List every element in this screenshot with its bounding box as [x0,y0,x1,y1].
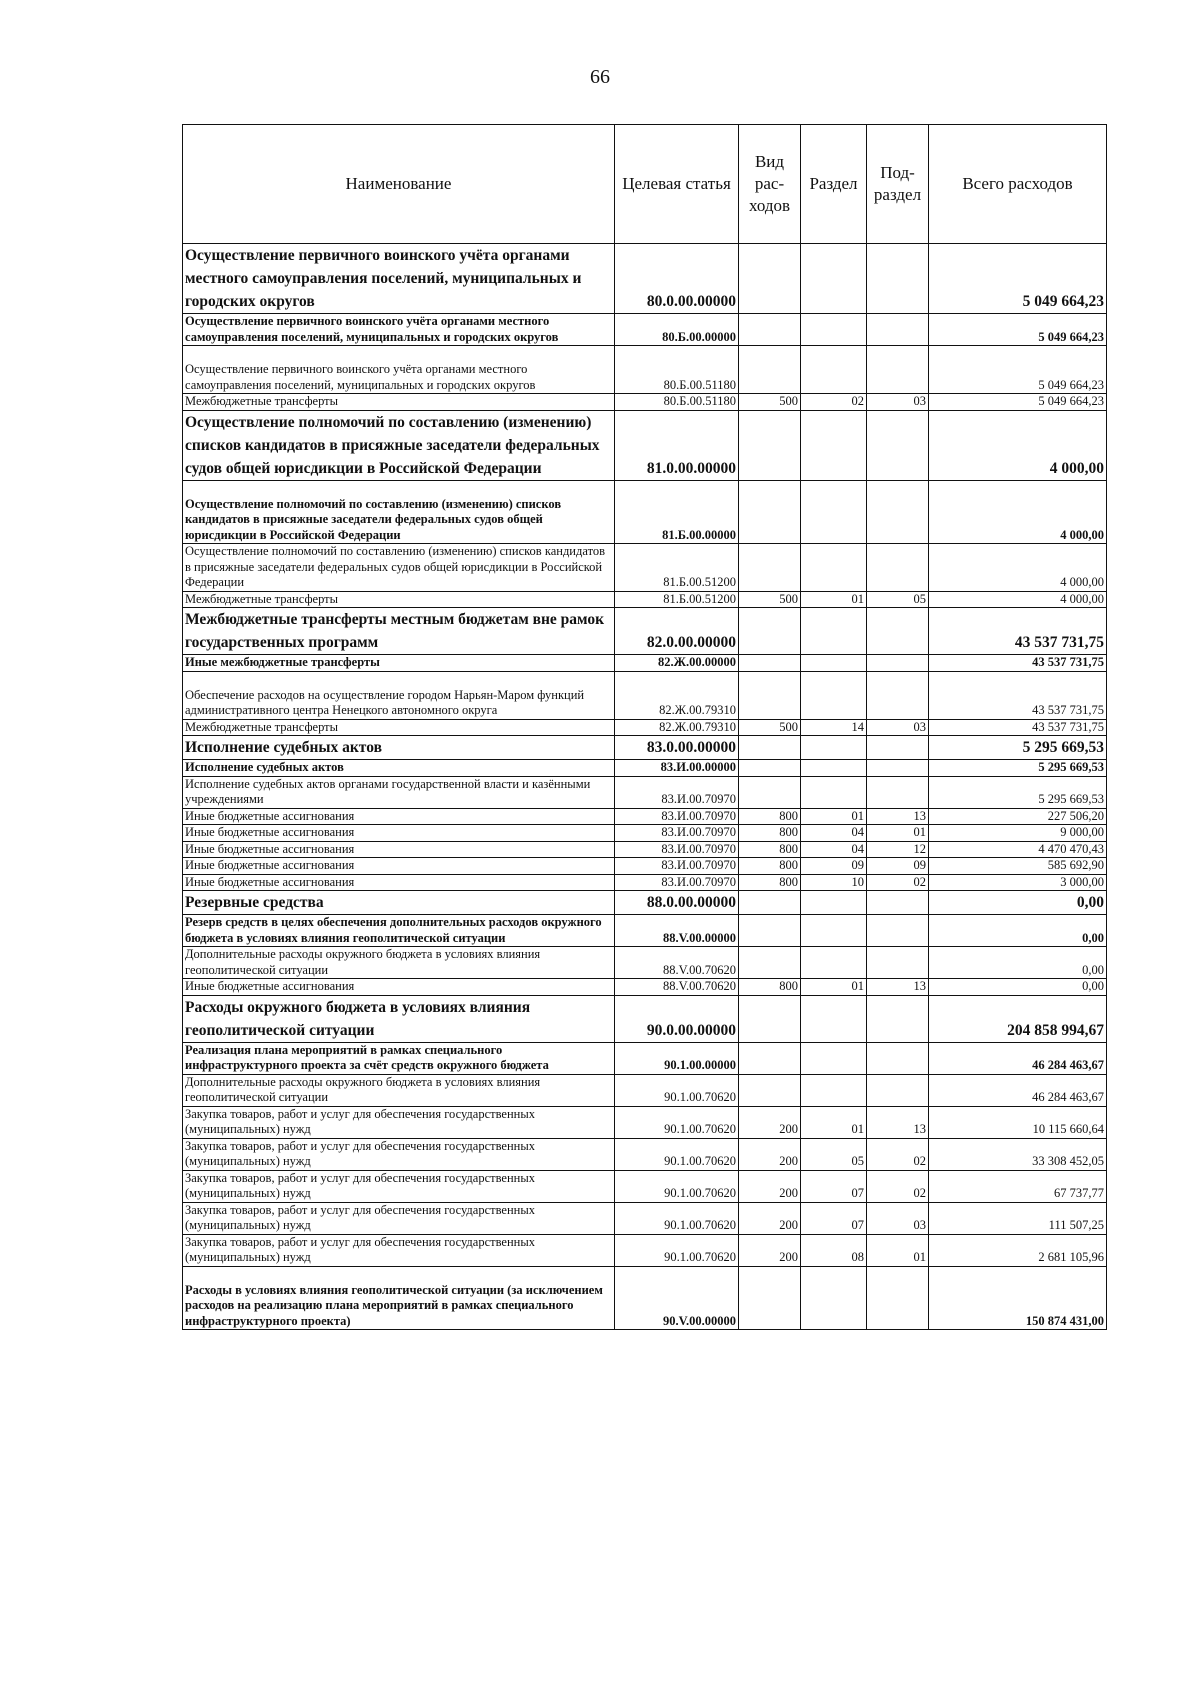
cell-target: 83.И.00.70970 [615,808,739,825]
cell-type: 800 [739,858,801,875]
cell-subsection [867,760,929,777]
cell-name: Закупка товаров, работ и услуг для обеспечения государственных (муниципальных) нужд [183,1170,615,1202]
cell-target: 90.1.00.70620 [615,1234,739,1266]
cell-target: 81.Б.00.00000 [615,480,739,544]
cell-total: 5 049 664,23 [929,244,1107,314]
cell-total: 150 874 431,00 [929,1266,1107,1330]
cell-type [739,915,801,947]
cell-name: Иные бюджетные ассигнования [183,874,615,891]
cell-total: 5 295 669,53 [929,776,1107,808]
cell-section: 09 [801,858,867,875]
cell-total: 585 692,90 [929,858,1107,875]
cell-subsection [867,1074,929,1106]
cell-type [739,1074,801,1106]
table-row [183,979,1107,996]
cell-type [739,947,801,979]
cell-section: 08 [801,1234,867,1266]
cell-total: 111 507,25 [929,1202,1107,1234]
cell-section [801,1042,867,1074]
cell-subsection [867,1042,929,1074]
cell-section [801,314,867,346]
cell-type [739,891,801,915]
cell-subsection: 13 [867,979,929,996]
cell-subsection: 01 [867,1234,929,1266]
header-section: Раздел [801,125,867,244]
cell-total: 43 537 731,75 [929,719,1107,736]
cell-name: Исполнение судебных актов [183,736,615,760]
cell-target: 82.0.00.00000 [615,608,739,655]
cell-section [801,736,867,760]
cell-section [801,915,867,947]
cell-target: 90.1.00.00000 [615,1042,739,1074]
header-subsection: Под- раздел [867,125,929,244]
cell-total: 5 049 664,23 [929,346,1107,394]
cell-section [801,410,867,480]
cell-target: 82.Ж.00.00000 [615,655,739,672]
cell-subsection [867,410,929,480]
cell-name: Иные бюджетные ассигнования [183,841,615,858]
cell-section [801,760,867,777]
cell-target: 83.И.00.00000 [615,760,739,777]
cell-total: 67 737,77 [929,1170,1107,1202]
cell-subsection [867,947,929,979]
cell-total: 9 000,00 [929,825,1107,842]
cell-name: Межбюджетные трансферты [183,719,615,736]
cell-section [801,608,867,655]
cell-total: 5 295 669,53 [929,736,1107,760]
header-target: Целевая статья [615,125,739,244]
cell-name: Осуществление первичного воинского учёта органами местного самоуправления поселений, муниципальных и городских округов [183,346,615,394]
cell-subsection [867,314,929,346]
table-row [183,671,1107,719]
cell-section [801,1074,867,1106]
cell-subsection [867,544,929,592]
table-row [183,314,1107,346]
cell-type: 500 [739,394,801,411]
cell-type [739,671,801,719]
cell-target: 83.И.00.70970 [615,874,739,891]
table-row [183,655,1107,672]
cell-name: Резерв средств в целях обеспечения дополнительных расходов окружного бюджета в условиях влияния геополитической ситуации [183,915,615,947]
cell-type [739,314,801,346]
cell-subsection [867,995,929,1042]
table-row [183,858,1107,875]
table-row [183,410,1107,480]
cell-subsection [867,891,929,915]
table-row [183,947,1107,979]
cell-target: 83.И.00.70970 [615,858,739,875]
cell-total: 5 049 664,23 [929,314,1107,346]
table-row [183,1266,1107,1330]
cell-section [801,671,867,719]
cell-target: 80.0.00.00000 [615,244,739,314]
cell-name: Межбюджетные трансферты местным бюджетам вне рамок государственных программ [183,608,615,655]
cell-name: Обеспечение расходов на осуществление городом Нарьян-Маром функций административного центра Ненецкого автономного округа [183,671,615,719]
cell-total: 5 295 669,53 [929,760,1107,777]
cell-subsection [867,671,929,719]
cell-subsection: 13 [867,808,929,825]
cell-total: 4 000,00 [929,410,1107,480]
cell-subsection: 12 [867,841,929,858]
cell-target: 83.И.00.70970 [615,776,739,808]
table-row [183,394,1107,411]
cell-total: 5 049 664,23 [929,394,1107,411]
cell-target: 88.V.00.70620 [615,979,739,996]
cell-target: 88.V.00.00000 [615,915,739,947]
cell-section: 05 [801,1138,867,1170]
cell-type [739,410,801,480]
cell-total: 43 537 731,75 [929,608,1107,655]
cell-type: 500 [739,591,801,608]
cell-subsection: 05 [867,591,929,608]
cell-target: 80.Б.00.51180 [615,394,739,411]
cell-subsection [867,776,929,808]
cell-total: 46 284 463,67 [929,1042,1107,1074]
table-row [183,480,1107,544]
cell-section [801,995,867,1042]
cell-section: 04 [801,841,867,858]
cell-total: 46 284 463,67 [929,1074,1107,1106]
cell-subsection [867,655,929,672]
cell-total: 0,00 [929,947,1107,979]
cell-subsection: 02 [867,874,929,891]
cell-name: Резервные средства [183,891,615,915]
cell-target: 90.1.00.70620 [615,1170,739,1202]
table-row [183,719,1107,736]
table-row [183,808,1107,825]
cell-target: 81.Б.00.51200 [615,544,739,592]
header-name: Наименование [183,125,615,244]
table-row [183,736,1107,760]
cell-target: 83.И.00.70970 [615,841,739,858]
cell-type [739,1042,801,1074]
cell-type [739,1266,801,1330]
cell-type [739,346,801,394]
cell-name: Осуществление полномочий по составлению (изменению) списков кандидатов в присяжные заседатели федеральных судов общей юрисдикции в Российской Федерации [183,480,615,544]
cell-type [739,760,801,777]
cell-section [801,544,867,592]
cell-total: 0,00 [929,915,1107,947]
cell-subsection: 01 [867,825,929,842]
cell-section [801,1266,867,1330]
cell-total: 43 537 731,75 [929,655,1107,672]
cell-type [739,995,801,1042]
cell-target: 81.Б.00.51200 [615,591,739,608]
cell-target: 81.0.00.00000 [615,410,739,480]
cell-target: 90.0.00.00000 [615,995,739,1042]
cell-total: 2 681 105,96 [929,1234,1107,1266]
table-row [183,776,1107,808]
cell-type [739,655,801,672]
cell-subsection: 03 [867,719,929,736]
cell-name: Закупка товаров, работ и услуг для обеспечения государственных (муниципальных) нужд [183,1202,615,1234]
table-row [183,1202,1107,1234]
cell-name: Дополнительные расходы окружного бюджета в условиях влияния геополитической ситуации [183,1074,615,1106]
cell-type: 800 [739,874,801,891]
table-row [183,841,1107,858]
cell-subsection: 02 [867,1170,929,1202]
cell-section: 01 [801,591,867,608]
cell-subsection [867,244,929,314]
page-number: 66 [590,66,610,88]
cell-name: Закупка товаров, работ и услуг для обеспечения государственных (муниципальных) нужд [183,1234,615,1266]
cell-subsection [867,608,929,655]
budget-table [182,124,1107,1330]
cell-target: 80.Б.00.00000 [615,314,739,346]
cell-name: Иные бюджетные ассигнования [183,825,615,842]
cell-total: 204 858 994,67 [929,995,1107,1042]
cell-total: 10 115 660,64 [929,1106,1107,1138]
cell-name: Осуществление первичного воинского учёта органами местного самоуправления поселений, муниципальных и городских округов [183,244,615,314]
cell-target: 90.V.00.00000 [615,1266,739,1330]
cell-target: 88.V.00.70620 [615,947,739,979]
cell-subsection [867,736,929,760]
cell-section: 07 [801,1170,867,1202]
cell-target: 88.0.00.00000 [615,891,739,915]
table-body [183,244,1107,1330]
cell-type [739,608,801,655]
cell-name: Реализация плана мероприятий в рамках специального инфраструктурного проекта за счёт средств окружного бюджета [183,1042,615,1074]
cell-name: Иные бюджетные ассигнования [183,858,615,875]
cell-total: 33 308 452,05 [929,1138,1107,1170]
cell-section: 01 [801,979,867,996]
cell-name: Иные бюджетные ассигнования [183,979,615,996]
cell-type: 500 [739,719,801,736]
table-row [183,1106,1107,1138]
cell-subsection [867,346,929,394]
table-row [183,1074,1107,1106]
cell-name: Осуществление полномочий по составлению (изменению) списков кандидатов в присяжные заседатели федеральных судов общей юрисдикции в Российской Федерации [183,410,615,480]
cell-target: 82.Ж.00.79310 [615,671,739,719]
table-row [183,760,1107,777]
cell-subsection: 03 [867,1202,929,1234]
header-type: Вид рас- ходов [739,125,801,244]
cell-subsection: 02 [867,1138,929,1170]
cell-name: Осуществление полномочий по составлению (изменению) списков кандидатов в присяжные заседатели федеральных судов общей юрисдикции в Российской Федерации [183,544,615,592]
cell-type: 200 [739,1202,801,1234]
table-row [183,1170,1107,1202]
cell-type [739,544,801,592]
cell-target: 90.1.00.70620 [615,1138,739,1170]
table-row [183,995,1107,1042]
table-row [183,1234,1107,1266]
table-row [183,915,1107,947]
cell-section [801,891,867,915]
cell-target: 90.1.00.70620 [615,1074,739,1106]
table-row [183,591,1107,608]
cell-total: 4 000,00 [929,480,1107,544]
cell-total: 4 470 470,43 [929,841,1107,858]
table-row [183,825,1107,842]
cell-section [801,346,867,394]
cell-target: 80.Б.00.51180 [615,346,739,394]
cell-type: 800 [739,841,801,858]
cell-type: 200 [739,1106,801,1138]
cell-name: Расходы в условиях влияния геополитической ситуации (за исключением расходов на реализацию плана мероприятий в рамках специального инфраструктурного проекта) [183,1266,615,1330]
cell-subsection [867,480,929,544]
cell-name: Иные межбюджетные трансферты [183,655,615,672]
table-row [183,1138,1107,1170]
cell-type: 200 [739,1170,801,1202]
cell-type: 800 [739,979,801,996]
cell-section: 10 [801,874,867,891]
cell-name: Расходы окружного бюджета в условиях влияния геополитической ситуации [183,995,615,1042]
cell-target: 90.1.00.70620 [615,1202,739,1234]
cell-subsection: 03 [867,394,929,411]
cell-subsection: 13 [867,1106,929,1138]
cell-subsection [867,1266,929,1330]
table-row [183,544,1107,592]
cell-type [739,776,801,808]
cell-name: Исполнение судебных актов органами государственной власти и казёнными учреждениями [183,776,615,808]
cell-name: Дополнительные расходы окружного бюджета в условиях влияния геополитической ситуации [183,947,615,979]
cell-section: 04 [801,825,867,842]
cell-name: Межбюджетные трансферты [183,394,615,411]
cell-section [801,776,867,808]
cell-target: 83.И.00.70970 [615,825,739,842]
table-row [183,346,1107,394]
table-row [183,891,1107,915]
cell-total: 4 000,00 [929,591,1107,608]
cell-name: Осуществление первичного воинского учёта органами местного самоуправления поселений, муниципальных и городских округов [183,314,615,346]
cell-section: 01 [801,808,867,825]
cell-type [739,480,801,544]
cell-target: 90.1.00.70620 [615,1106,739,1138]
table-row [183,874,1107,891]
cell-name: Закупка товаров, работ и услуг для обеспечения государственных (муниципальных) нужд [183,1138,615,1170]
cell-target: 83.0.00.00000 [615,736,739,760]
cell-total: 0,00 [929,979,1107,996]
cell-total: 43 537 731,75 [929,671,1107,719]
cell-subsection [867,915,929,947]
cell-type [739,244,801,314]
table-row [183,244,1107,314]
cell-section: 02 [801,394,867,411]
cell-section [801,480,867,544]
cell-name: Исполнение судебных актов [183,760,615,777]
cell-type: 200 [739,1138,801,1170]
table-row [183,1042,1107,1074]
header-total: Всего расходов [929,125,1107,244]
cell-type: 800 [739,808,801,825]
cell-type: 800 [739,825,801,842]
cell-total: 4 000,00 [929,544,1107,592]
cell-section [801,655,867,672]
cell-subsection: 09 [867,858,929,875]
cell-type [739,736,801,760]
cell-section: 14 [801,719,867,736]
cell-name: Иные бюджетные ассигнования [183,808,615,825]
table-row [183,608,1107,655]
table-header-row [183,125,1107,244]
cell-total: 227 506,20 [929,808,1107,825]
cell-name: Закупка товаров, работ и услуг для обеспечения государственных (муниципальных) нужд [183,1106,615,1138]
cell-target: 82.Ж.00.79310 [615,719,739,736]
cell-section [801,244,867,314]
cell-type: 200 [739,1234,801,1266]
cell-section: 01 [801,1106,867,1138]
cell-section [801,947,867,979]
cell-section: 07 [801,1202,867,1234]
cell-total: 0,00 [929,891,1107,915]
cell-total: 3 000,00 [929,874,1107,891]
cell-name: Межбюджетные трансферты [183,591,615,608]
